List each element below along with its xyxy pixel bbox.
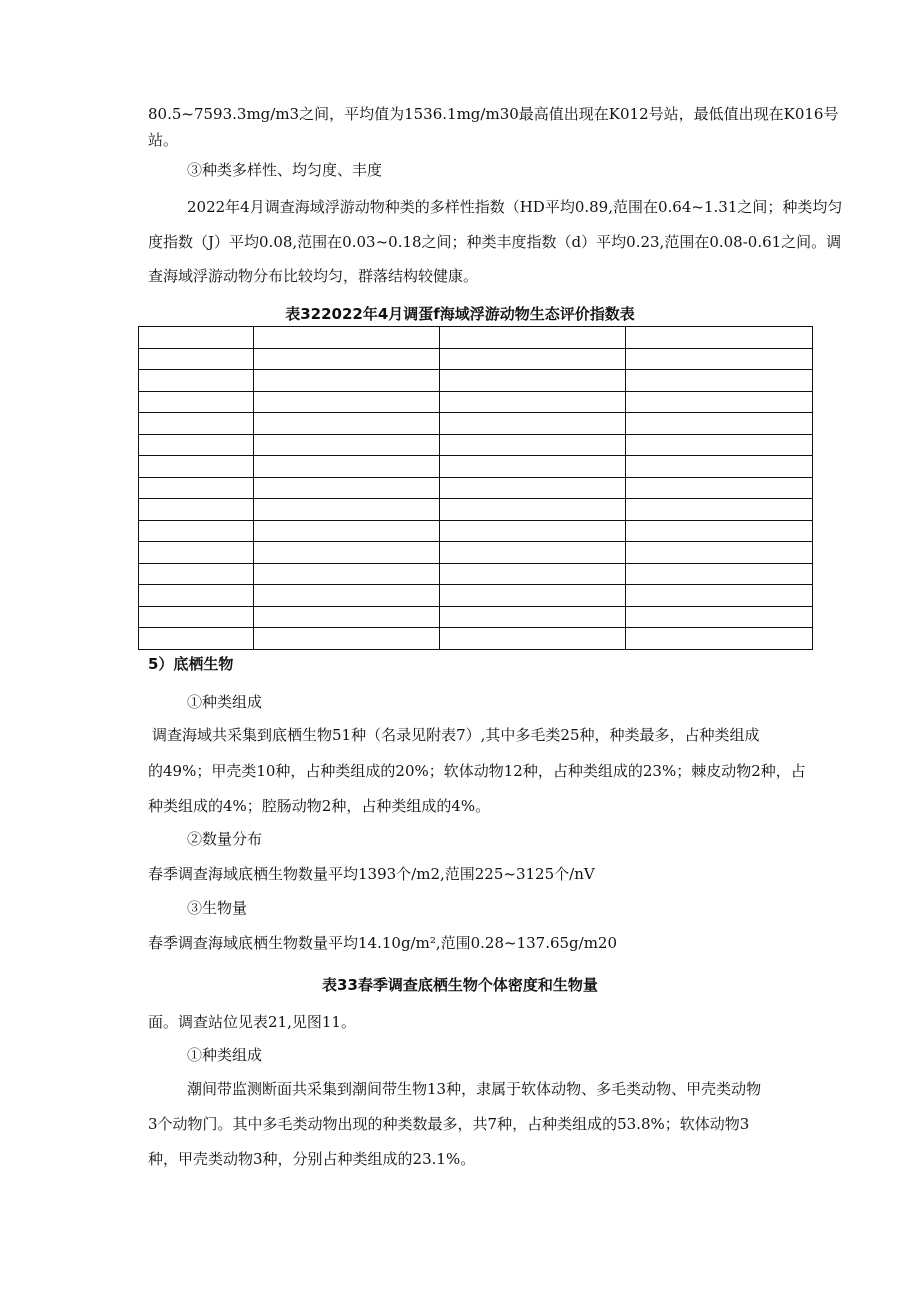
table-cell xyxy=(440,563,626,585)
table-cell xyxy=(440,391,626,413)
table-cell xyxy=(626,370,813,392)
paragraph-biomass-range-end: 站。 xyxy=(148,131,179,149)
table-row xyxy=(139,327,813,349)
table-cell xyxy=(254,370,440,392)
table-cell xyxy=(139,370,254,392)
table-cell xyxy=(440,348,626,370)
benthos-composition-line-3: 种类组成的4%；腔肠动物2种，占种类组成的4%。 xyxy=(148,797,491,815)
table-cell xyxy=(254,563,440,585)
table-cell xyxy=(139,327,254,349)
table-cell xyxy=(626,477,813,499)
table-cell xyxy=(254,391,440,413)
table-cell xyxy=(139,413,254,435)
table-row xyxy=(139,456,813,478)
table-32-caption: 表322022年4月调蛋f海域浮游动物生态评价指数表 xyxy=(285,305,635,323)
intertidal-section-text: 面。调查站位见表21,见图11。 xyxy=(148,1013,356,1031)
table-row xyxy=(139,477,813,499)
table-cell xyxy=(139,585,254,607)
table-cell xyxy=(626,434,813,456)
table-33-caption: 表33春季调查底栖生物个体密度和生物量 xyxy=(322,976,598,994)
table-cell xyxy=(254,520,440,542)
intertidal-text-line-3: 种，甲壳类动物3种，分别占种类组成的23.1%。 xyxy=(148,1150,476,1168)
table-cell xyxy=(139,499,254,521)
table-cell xyxy=(440,606,626,628)
benthos-heading: 5）底栖生物 xyxy=(148,655,234,673)
table-cell xyxy=(440,370,626,392)
table-cell xyxy=(139,628,254,650)
table-row xyxy=(139,499,813,521)
table-row xyxy=(139,413,813,435)
table-cell xyxy=(626,520,813,542)
table-row xyxy=(139,434,813,456)
table-cell xyxy=(139,606,254,628)
diversity-heading: ③种类多样性、均匀度、丰度 xyxy=(187,161,383,179)
table-cell xyxy=(254,434,440,456)
table-cell xyxy=(626,413,813,435)
table-cell xyxy=(254,327,440,349)
benthos-composition-line-1: 调查海域共采集到底栖生物51种（名录见附表7）,其中多毛类25种，种类最多，占种类组成 xyxy=(152,726,760,744)
table-cell xyxy=(139,477,254,499)
table-cell xyxy=(139,520,254,542)
table-cell xyxy=(440,542,626,564)
table-cell xyxy=(254,606,440,628)
table-cell xyxy=(254,348,440,370)
table-cell xyxy=(254,499,440,521)
table-cell xyxy=(626,542,813,564)
table-cell xyxy=(254,413,440,435)
table-32-grid xyxy=(138,326,813,650)
table-cell xyxy=(139,348,254,370)
table-cell xyxy=(440,520,626,542)
benthos-biomass-heading: ③生物量 xyxy=(187,899,248,917)
table-row xyxy=(139,606,813,628)
intertidal-composition-heading: ①种类组成 xyxy=(187,1046,263,1064)
intertidal-text-line-1: 潮间带监测断面共采集到潮间带生物13种，隶属于软体动物、多毛类动物、甲壳类动物 xyxy=(187,1080,762,1098)
benthos-quantity-text: 春季调查海域底栖生物数量平均1393个/m2,范围225~3125个/nV xyxy=(148,865,595,883)
table-cell xyxy=(440,434,626,456)
benthos-biomass-text: 春季调查海域底栖生物数量平均14.10g/m²,范围0.28~137.65g/m20 xyxy=(148,934,618,952)
diversity-text-line-2: 度指数（J）平均0.08,范围在0.03~0.18之间；种类丰度指数（d）平均0.23,范围在0.08-0.61之间。调 xyxy=(148,233,842,251)
table-cell xyxy=(254,456,440,478)
table-cell xyxy=(626,348,813,370)
table-row xyxy=(139,628,813,650)
table-cell xyxy=(440,477,626,499)
benthos-composition-line-2: 的49%；甲壳类10种，占种类组成的20%；软体动物12种，占种类组成的23%；棘皮动物2种，占 xyxy=(148,762,806,780)
table-cell xyxy=(254,585,440,607)
table-cell xyxy=(440,413,626,435)
table-cell xyxy=(139,434,254,456)
table-cell xyxy=(139,391,254,413)
table-cell xyxy=(626,391,813,413)
table-cell xyxy=(254,542,440,564)
table-row xyxy=(139,585,813,607)
table-cell xyxy=(254,628,440,650)
diversity-text-line-1: 2022年4月调查海域浮游动物种类的多样性指数（HD平均0.89,范围在0.64~1.31之间；种类均匀 xyxy=(187,198,843,216)
table-cell xyxy=(626,585,813,607)
table-cell xyxy=(440,327,626,349)
table-cell xyxy=(626,456,813,478)
table-cell xyxy=(139,563,254,585)
table-cell xyxy=(626,499,813,521)
table-cell xyxy=(440,456,626,478)
table-row xyxy=(139,391,813,413)
paragraph-biomass-range: 80.5~7593.3mg/m3之间，平均值为1536.1mg/m30最高值出现在K012号站，最低值出现在K016号 xyxy=(148,105,839,123)
diversity-text-line-3: 查海域浮游动物分布比较均匀，群落结构较健康。 xyxy=(148,267,479,285)
table-cell xyxy=(254,477,440,499)
benthos-composition-heading: ①种类组成 xyxy=(187,693,263,711)
table-cell xyxy=(440,499,626,521)
table-cell xyxy=(139,542,254,564)
table-cell xyxy=(626,563,813,585)
table-cell xyxy=(440,628,626,650)
table-row xyxy=(139,542,813,564)
table-row xyxy=(139,563,813,585)
table-row xyxy=(139,520,813,542)
table-cell xyxy=(139,456,254,478)
table-cell xyxy=(626,327,813,349)
benthos-quantity-heading: ②数量分布 xyxy=(187,830,263,848)
table-row xyxy=(139,348,813,370)
table-cell xyxy=(440,585,626,607)
intertidal-text-line-2: 3个动物门。其中多毛类动物出现的种类数最多，共7种，占种类组成的53.8%；软体动物3 xyxy=(148,1115,750,1133)
table-cell xyxy=(626,628,813,650)
table-row xyxy=(139,370,813,392)
table-cell xyxy=(626,606,813,628)
